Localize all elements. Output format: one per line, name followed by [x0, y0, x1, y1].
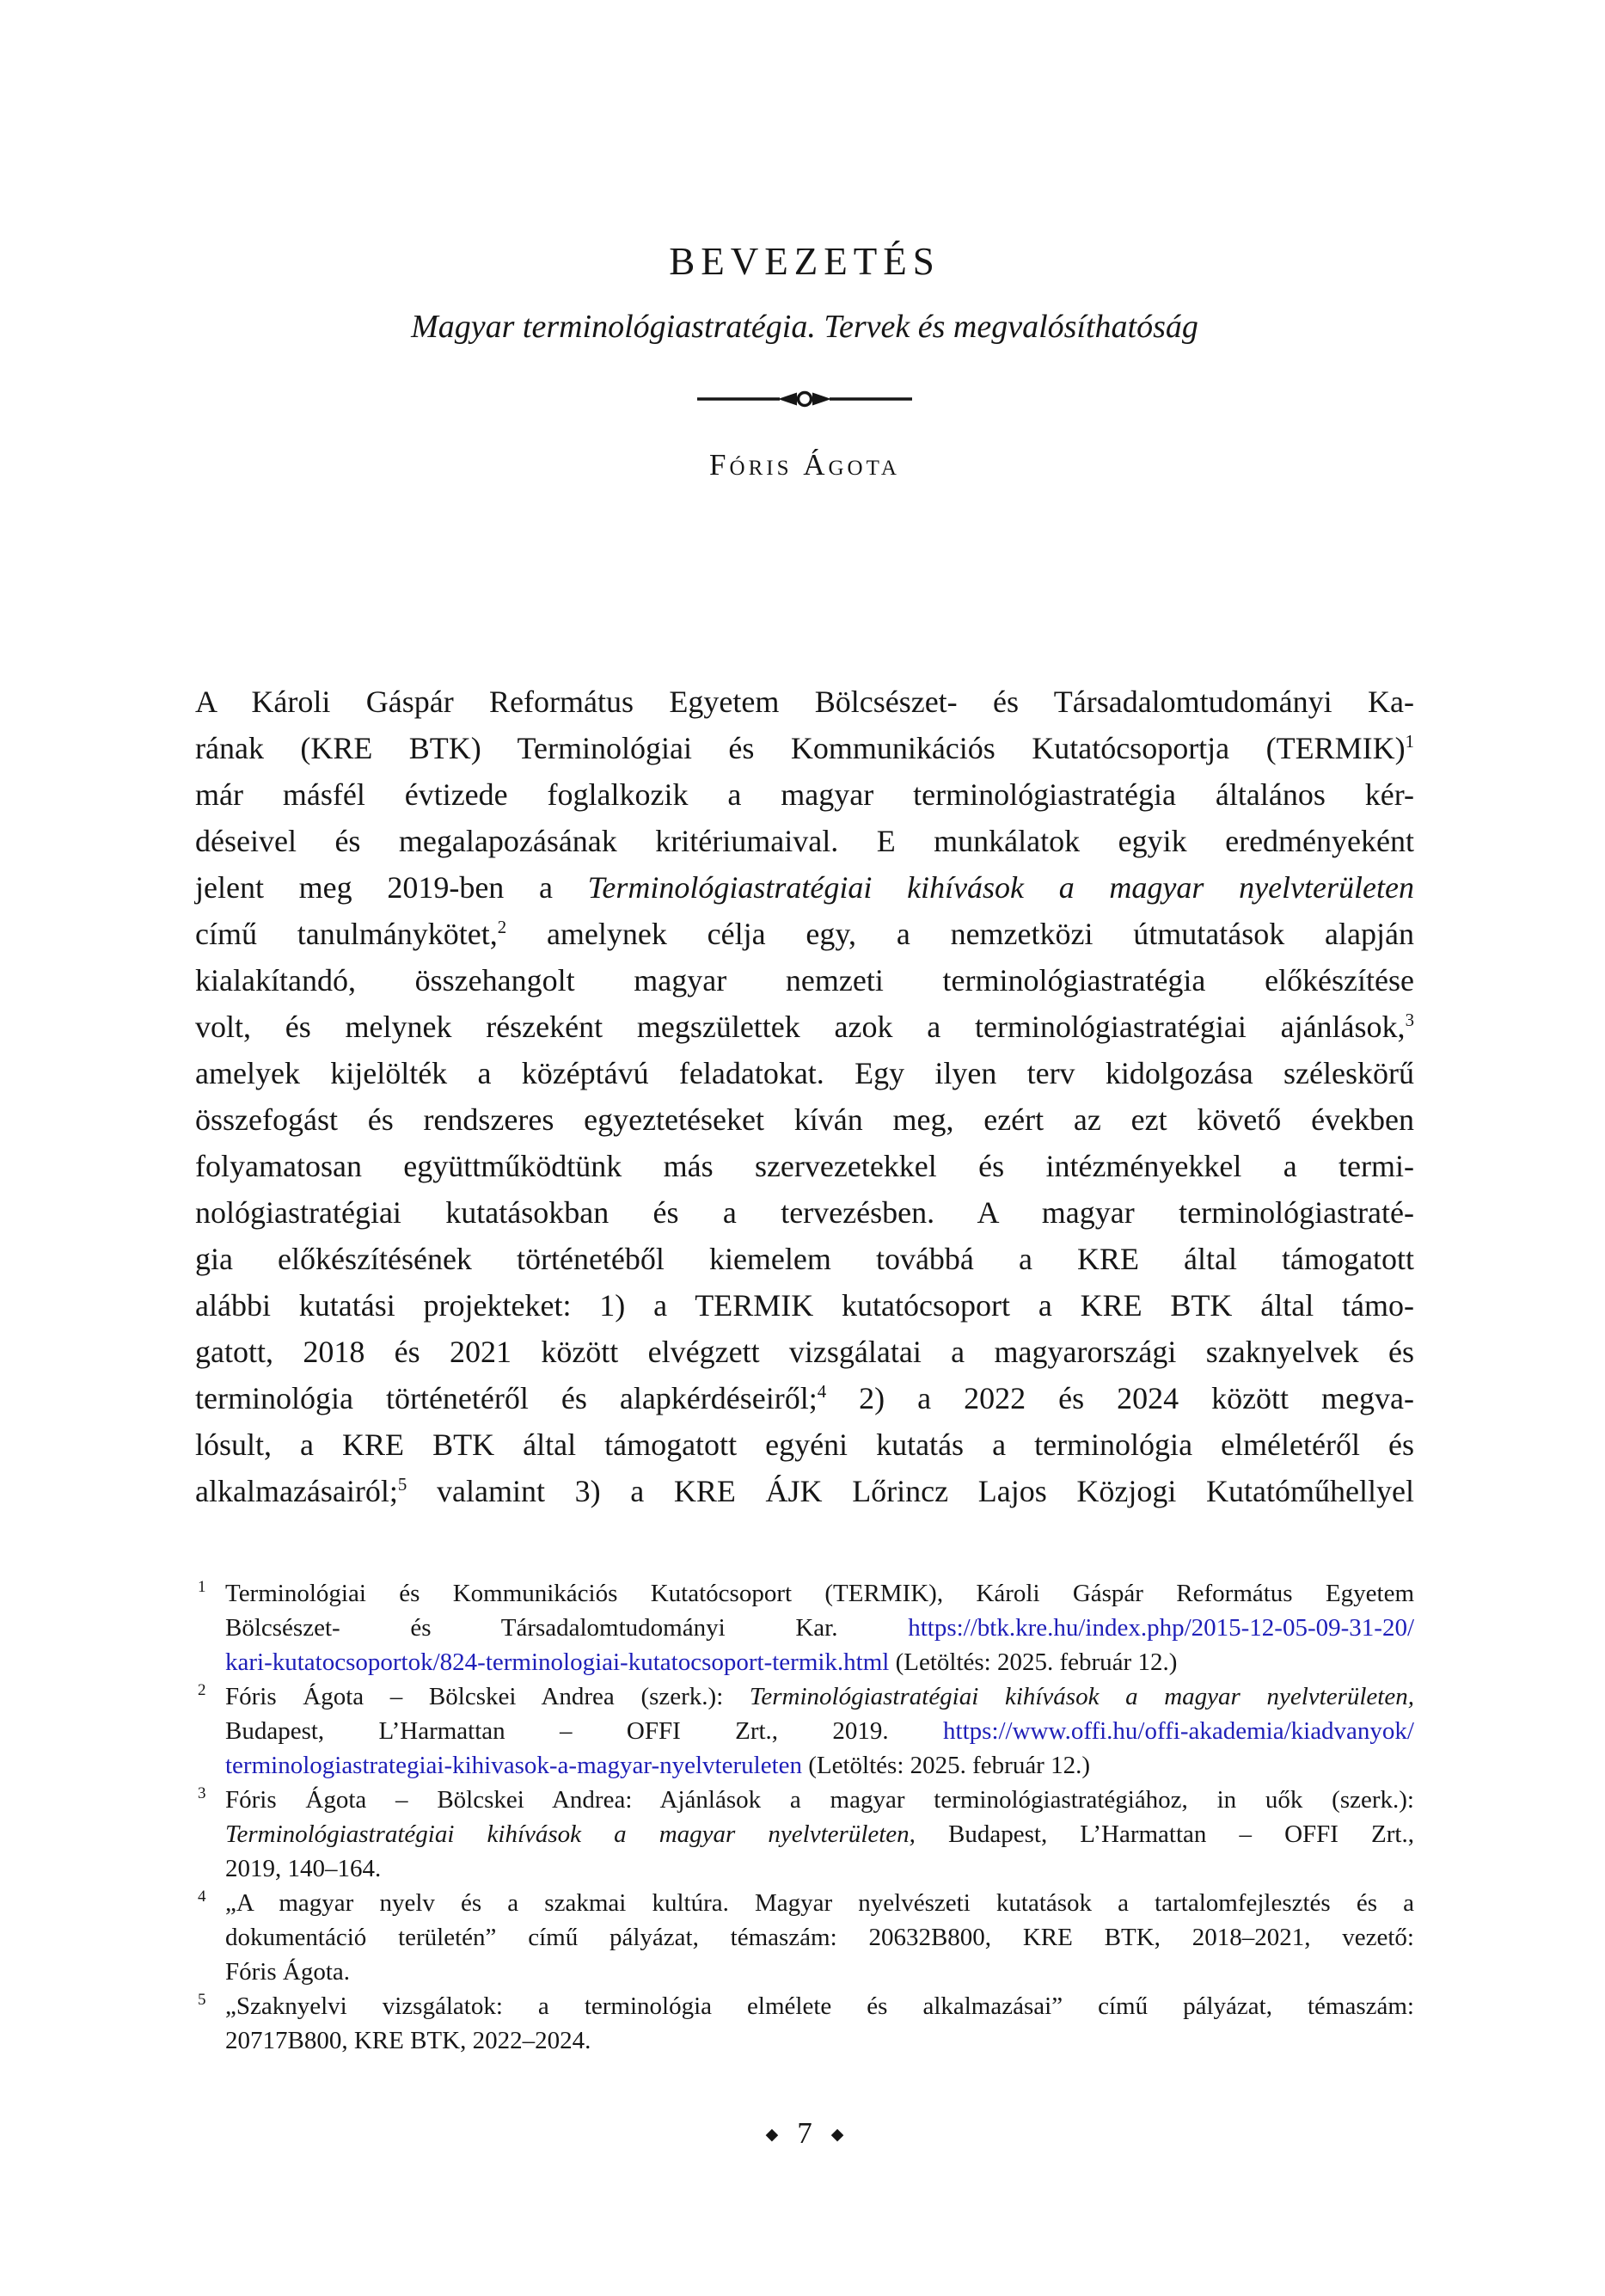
- text-segment: gatott, 2018 és 2021 között elvégzett vizsgálatai a magyarországi szaknyelvek és: [195, 1335, 1414, 1369]
- text-segment: (Letöltés: 2025. február 12.): [802, 1752, 1091, 1779]
- hyperlink[interactable]: kari-kutatocsoportok/824-terminologiai-kutatocsoport-termik.html: [225, 1648, 890, 1676]
- hyperlink[interactable]: https://www.offi.hu/offi-akademia/kiadvanyok/: [943, 1717, 1414, 1745]
- footnote-number: 2: [198, 1681, 206, 1699]
- text-segment: Fóris Ágota – Bölcskei Andrea (szerk.):: [225, 1683, 750, 1710]
- footnote-reference[interactable]: 1: [1405, 731, 1414, 752]
- text-segment: volt, és melynek részeként megszülettek azok a terminológiastratégiai ajánlások,: [195, 1010, 1406, 1044]
- footnote-line: [225, 2023, 1414, 2058]
- text-segment: összefogást és rendszeres egyeztetéseket kíván meg, ezért az ezt követő években: [195, 1102, 1414, 1137]
- footnote: [195, 1679, 1414, 1783]
- chapter-title: BEVEZETÉS: [669, 240, 940, 283]
- body-line: [195, 678, 1414, 725]
- body-line: [195, 771, 1414, 818]
- text-segment: déseivel és megalapozásának kritériumaival. E munkálatok egyik eredményeként: [195, 824, 1414, 858]
- footnote-number: 4: [198, 1888, 206, 1906]
- footnote: [195, 1576, 1414, 1679]
- text-segment: alábbi kutatási projekteket: 1) a TERMIK kutatócsoport a KRE BTK által támo-: [195, 1288, 1414, 1323]
- author-name: Fóris Ágota: [709, 448, 900, 482]
- footnote-reference[interactable]: 3: [1405, 1010, 1414, 1030]
- text-segment: 20717B800, KRE BTK, 2022–2024.: [225, 2027, 591, 2054]
- text-segment: „A magyar nyelv és a szakmai kultúra. Magyar nyelvészeti kutatások a tartalomfejlesztés és a: [225, 1889, 1414, 1917]
- body-line: [195, 1004, 1414, 1050]
- text-segment: gia előkészítésének történetéből kiemelem továbbá a KRE által támogatott: [195, 1242, 1414, 1276]
- text-segment: folyamatosan együttműködtünk más szervezetekkel és intézményekkel a termi-: [195, 1149, 1414, 1183]
- footnote-reference[interactable]: 4: [817, 1381, 827, 1402]
- footnote-line: [225, 1783, 1414, 1817]
- footnotes: [195, 1576, 1414, 2058]
- page-number-ornament-left-icon: ◆: [765, 2126, 779, 2144]
- body-line: [195, 1375, 1414, 1421]
- footnote-line: [225, 1920, 1414, 1955]
- text-segment: nológiastratégiai kutatásokban és a tervezésben. A magyar terminológiastraté-: [195, 1195, 1414, 1230]
- footnote-line: [225, 1851, 1414, 1886]
- text-segment: Budapest, L’Harmattan – OFFI Zrt., 2019.: [225, 1717, 944, 1745]
- body-line: [195, 1282, 1414, 1329]
- footnote: [195, 1783, 1414, 1886]
- footnote-reference[interactable]: 2: [497, 917, 507, 937]
- footnote-line: [225, 1817, 1414, 1851]
- body-line: [195, 1329, 1414, 1375]
- body-line: [195, 725, 1414, 771]
- text-segment: kialakítandó, összehangolt magyar nemzeti terminológiastratégia előkészítése: [195, 963, 1414, 998]
- text-segment: Fóris Ágota.: [225, 1958, 350, 1986]
- body-line: [195, 1143, 1414, 1189]
- footnote-reference[interactable]: 5: [397, 1474, 407, 1495]
- body-line: [195, 1050, 1414, 1096]
- text-segment: Terminológiai és Kommunikációs Kutatócsoport (TERMIK), Károli Gáspár Református Egyetem: [225, 1580, 1414, 1607]
- text-segment: alkalmazásairól;: [195, 1474, 398, 1508]
- text-segment: 2) a 2022 és 2024 között megva-: [826, 1381, 1415, 1415]
- hyperlink[interactable]: https://btk.kre.hu/index.php/2015-12-05-09-31-20/: [908, 1614, 1414, 1642]
- text-segment: amelynek célja egy, a nemzetközi útmutatások alapján: [506, 917, 1414, 951]
- body-line: [195, 911, 1414, 957]
- divider-line-arrows-circle-icon: [697, 389, 912, 409]
- footnote-number: 3: [198, 1784, 206, 1802]
- text-segment: Budapest, L’Harmattan – OFFI Zrt.,: [915, 1820, 1414, 1848]
- text-segment: Fóris Ágota – Bölcskei Andrea: Ajánlások a magyar terminológiastratégiához, in uők (szerk.):: [225, 1786, 1414, 1814]
- text-segment: valamint 3) a KRE ÁJK Lőrincz Lajos Közjogi Kutatóműhellyel: [407, 1474, 1414, 1508]
- text-segment: Bölcsészet- és Társadalomtudományi Kar.: [225, 1614, 909, 1642]
- body-line: [195, 957, 1414, 1004]
- body-line: [195, 1468, 1414, 1514]
- body-line: [195, 864, 1414, 911]
- body-line: [195, 1421, 1414, 1468]
- body-line: [195, 1236, 1414, 1282]
- text-segment: rának (KRE BTK) Terminológiai és Kommunikációs Kutatócsoportja (TERMIK): [195, 731, 1406, 765]
- page-number-value: 7: [797, 2116, 812, 2150]
- text-segment: című tanulmánykötet,: [195, 917, 498, 951]
- footnote-line: [225, 1645, 1414, 1679]
- footnote-line: [225, 1886, 1414, 1920]
- hyperlink[interactable]: terminologiastrategiai-kihivasok-a-magyar-nyelvteruleten: [225, 1752, 802, 1779]
- ornament-divider: [195, 389, 1414, 409]
- footnote-line: [225, 1955, 1414, 1989]
- text-segment: (Letöltés: 2025. február 12.): [889, 1648, 1178, 1676]
- body-line: [195, 1096, 1414, 1143]
- chapter-subtitle: Magyar terminológiastratégia. Tervek és megvalósíthatóság: [411, 309, 1198, 345]
- footnote-line: [225, 1576, 1414, 1611]
- text-segment: amelyek kijelölték a középtávú feladatokat. Egy ilyen terv kidolgozása széleskörű: [195, 1056, 1414, 1090]
- page-number-ornament-right-icon: ◆: [830, 2126, 844, 2144]
- footnote-number: 5: [198, 1991, 206, 2009]
- text-segment: A Károli Gáspár Református Egyetem Bölcsészet- és Társadalomtudományi Ka-: [195, 685, 1414, 719]
- body-line: [195, 818, 1414, 864]
- text-segment: „Szaknyelvi vizsgálatok: a terminológia elmélete és alkalmazásai” című pályázat, témaszám:: [225, 1992, 1414, 2020]
- footnote: [195, 1989, 1414, 2058]
- text-segment: Terminológiastratégiai kihívások a magyar nyelvterületen,: [225, 1820, 916, 1848]
- page-number: [195, 2115, 1414, 2152]
- text-segment: terminológia történetéről és alapkérdéseiről;: [195, 1381, 818, 1415]
- footnote-line: [225, 1679, 1414, 1714]
- body-line: [195, 1189, 1414, 1236]
- text-segment: 2019, 140–164.: [225, 1855, 382, 1882]
- text-segment: jelent meg 2019-ben a: [195, 870, 588, 905]
- text-segment: Terminológiastratégiai kihívások a magyar nyelvterületen,: [749, 1683, 1414, 1710]
- footnote-line: [225, 1748, 1414, 1783]
- body-text: [195, 678, 1414, 1514]
- text-segment: már másfél évtizede foglalkozik a magyar terminológiastratégia általános kér-: [195, 777, 1414, 812]
- text-segment: lósult, a KRE BTK által támogatott egyéni kutatás a terminológia elméletéről és: [195, 1427, 1414, 1462]
- footnote: [195, 1886, 1414, 1989]
- footnote-line: [225, 1611, 1414, 1645]
- footnote-number: 1: [198, 1578, 206, 1596]
- text-segment: Terminológiastratégiai kihívások a magyar nyelvterületen: [587, 870, 1414, 905]
- footnote-line: [225, 1714, 1414, 1748]
- footnote-line: [225, 1989, 1414, 2023]
- text-segment: dokumentáció területén” című pályázat, témaszám: 20632B800, KRE BTK, 2018–2021, vezető:: [225, 1924, 1414, 1951]
